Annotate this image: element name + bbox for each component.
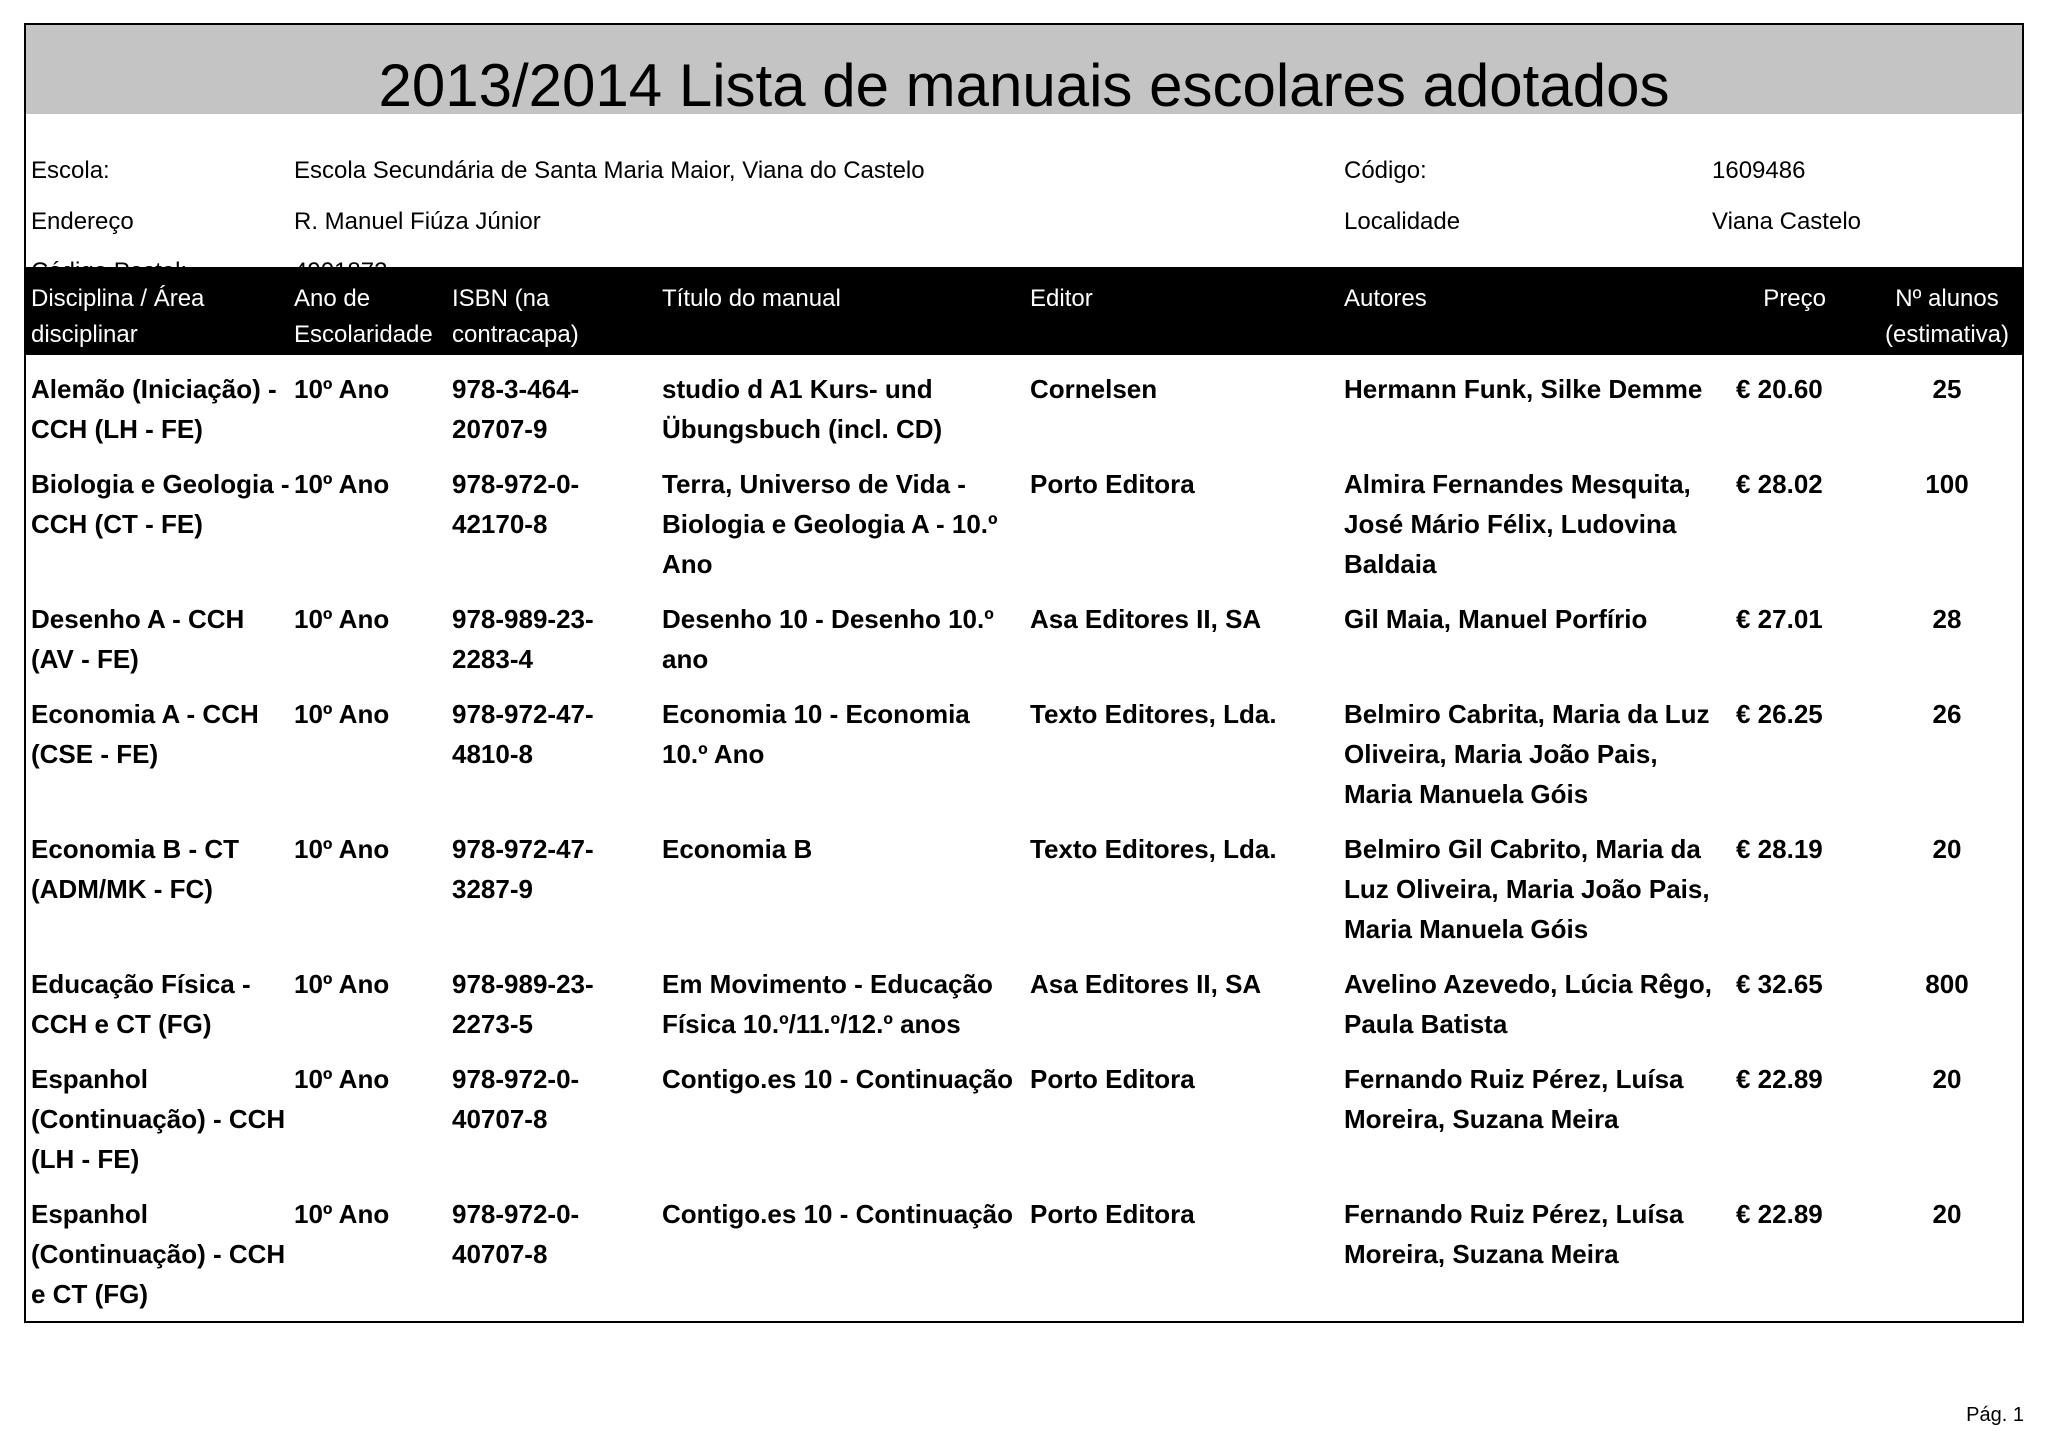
cell-editor: Asa Editores II, SA (1030, 604, 1262, 634)
cell-isbn: 978-972-0-42170-8 (452, 469, 580, 539)
cell-alunos: 25 (1932, 374, 1962, 404)
cell-ano: 10º Ano (294, 604, 390, 634)
cell-autores: Fernando Ruiz Pérez, Luísa Moreira, Suzana Meira (1344, 1199, 1684, 1269)
cell-disciplina: Economia B - CT (ADM/MK - FC) (31, 834, 240, 904)
cell-alunos: 26 (1932, 699, 1962, 729)
endereco-value: R. Manuel Fiúza Júnior (294, 208, 541, 235)
cell-disciplina: Alemão (Iniciação) - CCH (LH - FE) (31, 374, 277, 444)
cell-autores: Belmiro Gil Cabrito, Maria da Luz Oliveira, Maria João Pais, Maria Manuela Góis (1344, 834, 1710, 944)
localidade-value: Viana Castelo (1712, 208, 1861, 235)
cell-preco: € 32.65 (1736, 969, 1823, 999)
cell-autores: Almira Fernandes Mesquita, José Mário Félix, Ludovina Baldaia (1344, 469, 1691, 579)
cell-editor: Cornelsen (1030, 374, 1158, 404)
column-header-disciplina: Disciplina / Área disciplinar (31, 285, 205, 348)
column-header-editor: Editor (1030, 285, 1093, 312)
cell-autores: Fernando Ruiz Pérez, Luísa Moreira, Suzana Meira (1344, 1064, 1684, 1134)
cell-titulo: Terra, Universo de Vida - Biologia e Geologia A - 10.º Ano (662, 469, 998, 579)
cell-editor: Porto Editora (1030, 1199, 1195, 1229)
cell-titulo: Desenho 10 - Desenho 10.º ano (662, 604, 994, 674)
escola-label: Escola: (31, 157, 110, 184)
cell-ano: 10º Ano (294, 834, 390, 864)
column-header-titulo: Título do manual (662, 285, 841, 312)
cell-alunos: 100 (1925, 469, 1969, 499)
cell-titulo: Economia 10 - Economia 10.º Ano (662, 699, 970, 769)
title-bar (26, 25, 2022, 119)
cell-titulo: Contigo.es 10 - Continuação (662, 1199, 1014, 1229)
codigo-label: Código: (1344, 157, 1427, 184)
escola-value: Escola Secundária de Santa Maria Maior, Viana do Castelo (294, 157, 925, 184)
column-header-autores: Autores (1344, 285, 1427, 312)
column-header-isbn: ISBN (na contracapa) (452, 285, 579, 348)
cell-isbn: 978-972-47-3287-9 (452, 834, 594, 904)
cell-disciplina: Desenho A - CCH (AV - FE) (31, 604, 245, 674)
cell-isbn: 978-3-464-20707-9 (452, 374, 580, 444)
cell-alunos: 20 (1932, 1064, 1962, 1094)
cell-ano: 10º Ano (294, 469, 390, 499)
page-title: 2013/2014 Lista de manuais escolares adotados (378, 52, 1670, 119)
localidade-label: Localidade (1344, 208, 1461, 235)
cell-isbn: 978-989-23-2283-4 (452, 604, 594, 674)
cell-disciplina: Biologia e Geologia - CCH (CT - FE) (31, 469, 290, 539)
cell-ano: 10º Ano (294, 699, 390, 729)
cell-alunos: 800 (1925, 969, 1969, 999)
cell-isbn: 978-972-0-40707-8 (452, 1064, 580, 1134)
cell-autores: Hermann Funk, Silke Demme (1344, 374, 1703, 404)
cell-preco: € 28.19 (1736, 834, 1823, 864)
cell-editor: Porto Editora (1030, 1064, 1195, 1094)
cell-disciplina: Educação Física - CCH e CT (FG) (31, 969, 251, 1039)
cell-alunos: 20 (1932, 834, 1962, 864)
cell-isbn: 978-972-47-4810-8 (452, 699, 594, 769)
cell-editor: Texto Editores, Lda. (1030, 834, 1277, 864)
cell-titulo: Em Movimento - Educação Física 10.º/11.º/12.º anos (662, 969, 993, 1039)
cell-editor: Asa Editores II, SA (1030, 969, 1262, 999)
cell-editor: Texto Editores, Lda. (1030, 699, 1277, 729)
cell-autores: Avelino Azevedo, Lúcia Rêgo, Paula Batista (1344, 969, 1712, 1039)
column-header-preco: Preço (1763, 285, 1826, 312)
cell-autores: Gil Maia, Manuel Porfírio (1344, 604, 1648, 634)
cell-alunos: 20 (1932, 1199, 1962, 1229)
cell-titulo: Economia B (662, 834, 813, 864)
cell-ano: 10º Ano (294, 374, 390, 404)
cell-preco: € 20.60 (1736, 374, 1823, 404)
cell-preco: € 26.25 (1736, 699, 1823, 729)
cell-ano: 10º Ano (294, 969, 390, 999)
cell-preco: € 27.01 (1736, 604, 1823, 634)
cell-titulo: studio d A1 Kurs- und Übungsbuch (incl. CD) (662, 374, 943, 444)
page-number: Pág. 1 (1966, 1404, 2024, 1426)
cell-alunos: 28 (1932, 604, 1962, 634)
cell-ano: 10º Ano (294, 1199, 390, 1229)
column-header-alunos: Nº alunos (estimativa) (1884, 285, 2010, 348)
cell-isbn: 978-989-23-2273-5 (452, 969, 594, 1039)
cell-disciplina: Economia A - CCH (CSE - FE) (31, 699, 259, 769)
cell-isbn: 978-972-0-40707-8 (452, 1199, 580, 1269)
column-header-ano: Ano de Escolaridade (294, 285, 433, 348)
cell-preco: € 22.89 (1736, 1199, 1823, 1229)
cell-autores: Belmiro Cabrita, Maria da Luz Oliveira, Maria João Pais, Maria Manuela Góis (1344, 699, 1710, 809)
cell-preco: € 28.02 (1736, 469, 1823, 499)
codigo-value: 1609486 (1712, 157, 1806, 184)
cell-disciplina: Espanhol (Continuação) - CCH e CT (FG) (31, 1199, 286, 1309)
cell-ano: 10º Ano (294, 1064, 390, 1094)
document-frame (24, 23, 2024, 1323)
cell-disciplina: Espanhol (Continuação) - CCH (LH - FE) (31, 1064, 286, 1174)
cell-titulo: Contigo.es 10 - Continuação (662, 1064, 1014, 1094)
cell-preco: € 22.89 (1736, 1064, 1823, 1094)
endereco-label: Endereço (31, 208, 134, 235)
cell-editor: Porto Editora (1030, 469, 1195, 499)
